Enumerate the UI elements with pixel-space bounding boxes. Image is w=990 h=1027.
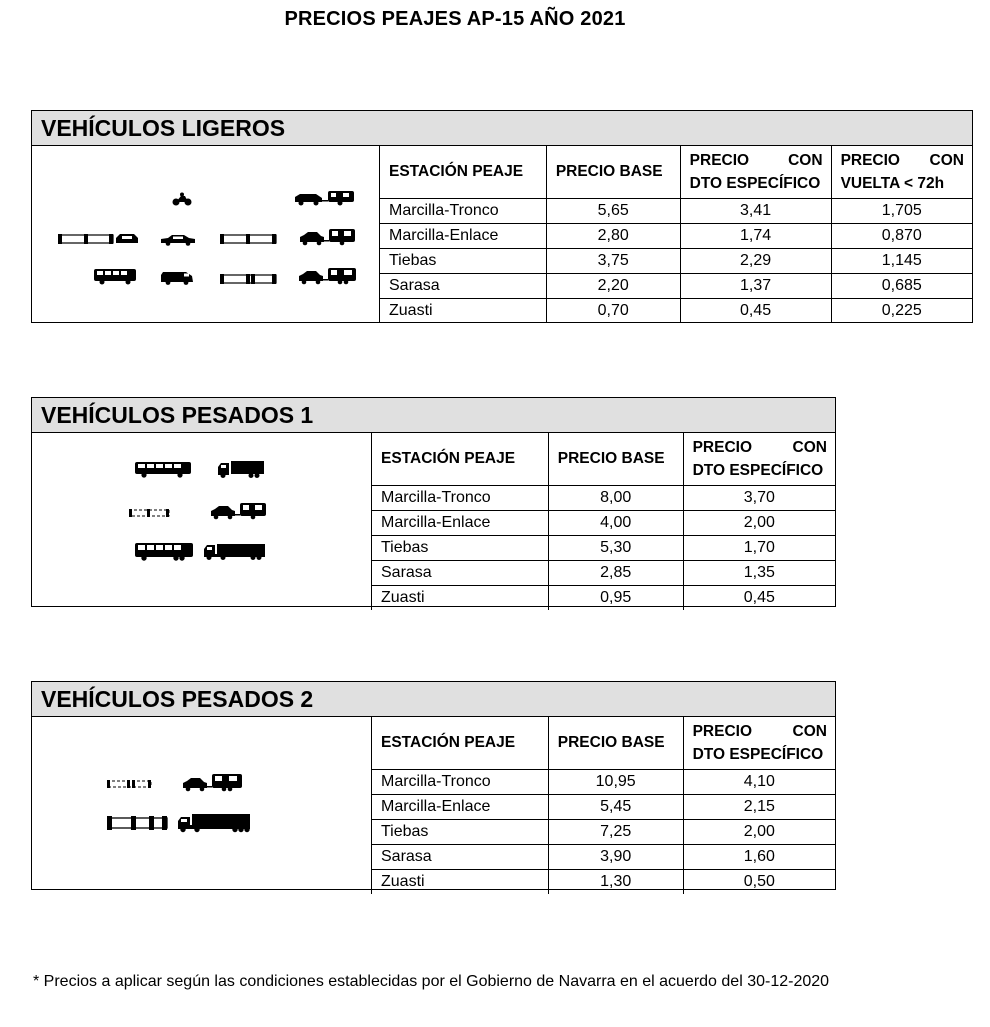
column-header-vuelta [831,146,972,198]
car-caravan-icon [182,773,244,792]
station-cell: Sarasa [372,560,549,585]
column-header-station: ESTACIÓN PEAJE [380,146,547,198]
header-text: CON [792,438,827,456]
axle-diagram-icon [129,507,171,519]
base-price-cell: 0,70 [546,298,680,323]
table-row [380,248,973,273]
vehicle-icons [32,717,372,889]
station-cell: Tiebas [372,819,549,844]
station-cell: Marcilla-Enlace [380,223,547,248]
column-header-dto [683,433,835,485]
price-table [379,146,972,323]
vehicle-icons [32,433,372,606]
table-row [372,794,836,819]
section-ligeros [31,110,973,323]
column-header-dto [680,146,831,198]
car-icon [160,233,196,246]
truck-icon [217,460,265,479]
table-row [372,869,836,894]
base-price-cell: 5,45 [548,794,683,819]
station-cell: Tiebas [372,535,549,560]
table-row [372,819,836,844]
table-row [372,585,836,610]
axle-diagram-icon [220,272,278,286]
van-icon [160,271,194,285]
base-price-cell: 7,25 [548,819,683,844]
dto-price-cell: 3,41 [680,198,831,223]
section-pesados-1 [31,397,836,607]
dto-price-cell: 2,29 [680,248,831,273]
section-title: VEHÍCULOS PESADOS 1 [32,398,835,433]
vuelta-price-cell: 0,870 [831,223,972,248]
section-pesados-2 [31,681,836,890]
car-caravan-icon [299,228,357,246]
vuelta-price-cell: 1,145 [831,248,972,273]
bus-icon [134,542,194,562]
base-price-cell: 1,30 [548,869,683,894]
price-table [371,433,835,610]
axle-diagram-icon [58,232,140,246]
base-price-cell: 2,80 [546,223,680,248]
base-price-cell: 8,00 [548,485,683,510]
table-row [372,485,836,510]
base-price-cell: 5,65 [546,198,680,223]
station-cell: Zuasti [372,585,549,610]
dto-price-cell: 0,45 [680,298,831,323]
table-row [372,560,836,585]
header-text: VUELTA < 72h [840,174,945,192]
station-cell: Zuasti [372,869,549,894]
truck-trailer-icon [177,813,251,833]
header-text: CON [929,151,964,169]
station-cell: Marcilla-Enlace [372,794,549,819]
vehicle-icons [32,146,380,322]
station-cell: Zuasti [380,298,547,323]
station-cell: Marcilla-Enlace [372,510,549,535]
table-header-row [380,146,973,198]
header-text: DTO ESPECÍFICO [689,174,821,192]
axle-diagram-icon [107,814,169,832]
base-price-cell: 3,75 [546,248,680,273]
column-header-station: ESTACIÓN PEAJE [372,433,549,485]
car-caravan-icon [210,502,268,520]
base-price-cell: 2,20 [546,273,680,298]
table-row [372,510,836,535]
vuelta-price-cell: 0,225 [831,298,972,323]
base-price-cell: 5,30 [548,535,683,560]
dto-price-cell: 3,70 [683,485,835,510]
column-header-base: PRECIO BASE [548,433,683,485]
base-price-cell: 2,85 [548,560,683,585]
section-title: VEHÍCULOS LIGEROS [32,111,972,146]
station-cell: Marcilla-Tronco [380,198,547,223]
base-price-cell: 10,95 [548,769,683,794]
station-cell: Tiebas [380,248,547,273]
header-text: CON [788,151,823,169]
table-row [372,535,836,560]
car-caravan-icon [298,267,358,285]
header-text: DTO ESPECÍFICO [692,461,824,479]
header-text: PRECIO [692,722,753,740]
table-row [380,223,973,248]
column-header-dto [683,717,835,769]
motorcycle-icon [172,192,192,206]
table-row [372,844,836,869]
column-header-base: PRECIO BASE [548,717,683,769]
vuelta-price-cell: 1,705 [831,198,972,223]
dto-price-cell: 2,00 [683,510,835,535]
dto-price-cell: 1,37 [680,273,831,298]
dto-price-cell: 0,45 [683,585,835,610]
column-header-station: ESTACIÓN PEAJE [372,717,549,769]
header-text: PRECIO [840,151,900,169]
header-text: DTO ESPECÍFICO [692,745,824,763]
axle-diagram-icon [107,778,153,790]
dto-price-cell: 0,50 [683,869,835,894]
dto-price-cell: 1,74 [680,223,831,248]
base-price-cell: 4,00 [548,510,683,535]
table-header-row [372,433,836,485]
dto-price-cell: 2,00 [683,819,835,844]
station-cell: Marcilla-Tronco [372,485,549,510]
table-header-row [372,717,836,769]
header-text: PRECIO [689,151,750,169]
dto-price-cell: 2,15 [683,794,835,819]
axle-diagram-icon [220,232,278,246]
dto-price-cell: 1,70 [683,535,835,560]
bus-icon [134,461,192,479]
bus-icon [93,268,137,285]
table-row [380,198,973,223]
header-text: PRECIO [692,438,753,456]
base-price-cell: 3,90 [548,844,683,869]
header-text: CON [792,722,827,740]
price-table [371,717,835,894]
truck-icon [203,543,266,561]
dto-price-cell: 1,60 [683,844,835,869]
page-title: PRECIOS PEAJES AP-15 AÑO 2021 [284,8,626,30]
vuelta-price-cell: 0,685 [831,273,972,298]
dto-price-cell: 1,35 [683,560,835,585]
footnote: * Precios a aplicar según las condiciones establecidas por el Gobierno de Navarra en el acuerdo del 30-12-2020 [33,973,830,990]
table-row [380,273,973,298]
car-caravan-icon [294,190,356,206]
column-header-base: PRECIO BASE [546,146,680,198]
station-cell: Sarasa [372,844,549,869]
dto-price-cell: 4,10 [683,769,835,794]
section-title: VEHÍCULOS PESADOS 2 [32,682,835,717]
station-cell: Marcilla-Tronco [372,769,549,794]
base-price-cell: 0,95 [548,585,683,610]
station-cell: Sarasa [380,273,547,298]
table-row [380,298,973,323]
table-row [372,769,836,794]
